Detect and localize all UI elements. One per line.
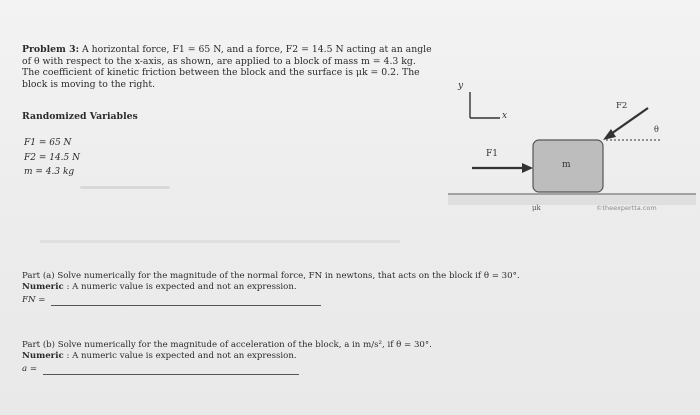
part-a-answer-line <box>51 295 321 306</box>
part-a-numeric-note <box>22 282 622 293</box>
part-a-numeric-text: : A numeric value is expected and not an expression. <box>66 282 297 292</box>
f2-arrow <box>608 108 648 136</box>
part-b-answer-row <box>22 362 622 375</box>
part-b-answer-line <box>43 364 299 375</box>
part-b-answer-label: a = <box>22 364 38 374</box>
watermark: ©theexpertta.com <box>596 204 657 212</box>
y-axis-label: y <box>458 81 464 91</box>
block-label: m <box>562 160 571 170</box>
randomized-variables-title: Randomized Variables <box>22 111 138 122</box>
part-a-answer-row <box>22 293 622 306</box>
f1-label: F1 <box>486 149 498 159</box>
problem-body: A horizontal force, F1 = 65 N, and a force, F2 = 14.5 N acting at an angle of θ with respect to the x-axis, as shown, are applied to a block of mass m = 4.3 kg. The coefficient of kinetic friction between the block and the surface is μk = 0.2. The block is moving to the right. <box>22 44 432 90</box>
scan-smudge <box>40 240 400 243</box>
ground-shade <box>448 195 696 205</box>
variable-f1: F1 = 65 N <box>24 138 72 148</box>
part-a-question: Part (a) Solve numerically for the magnitude of the normal force, FN in newtons, that acts on the block if θ = 30°. <box>22 271 520 281</box>
force-diagram <box>440 70 700 230</box>
part-b-numeric-note <box>22 351 622 362</box>
problem-statement <box>22 44 432 90</box>
part-b-question: Part (b) Solve numerically for the magnitude of acceleration of the block, a in m/s², if θ = 30°. <box>22 340 432 350</box>
problem-label: Problem 3: <box>22 44 80 55</box>
part-a <box>22 271 622 306</box>
randomized-variables-list <box>24 136 80 180</box>
part-a-numeric-label: Numeric <box>22 282 64 292</box>
x-axis-label: x <box>502 111 508 121</box>
scan-smudge <box>80 186 170 189</box>
angle-label: θ <box>654 125 659 134</box>
acceleration-input[interactable] <box>43 364 299 374</box>
variable-f2: F2 = 14.5 N <box>24 152 81 163</box>
friction-label: μk <box>532 204 541 212</box>
part-a-answer-label: FN = <box>22 295 46 305</box>
variable-m: m = 4.3 kg <box>24 167 75 177</box>
f1-arrowhead <box>522 163 533 173</box>
part-b-numeric-label: Numeric <box>22 351 64 361</box>
part-b <box>22 340 622 375</box>
normal-force-input[interactable] <box>51 295 321 305</box>
part-b-numeric-text: : A numeric value is expected and not an expression. <box>66 351 297 361</box>
f2-label: F2 <box>616 101 628 111</box>
